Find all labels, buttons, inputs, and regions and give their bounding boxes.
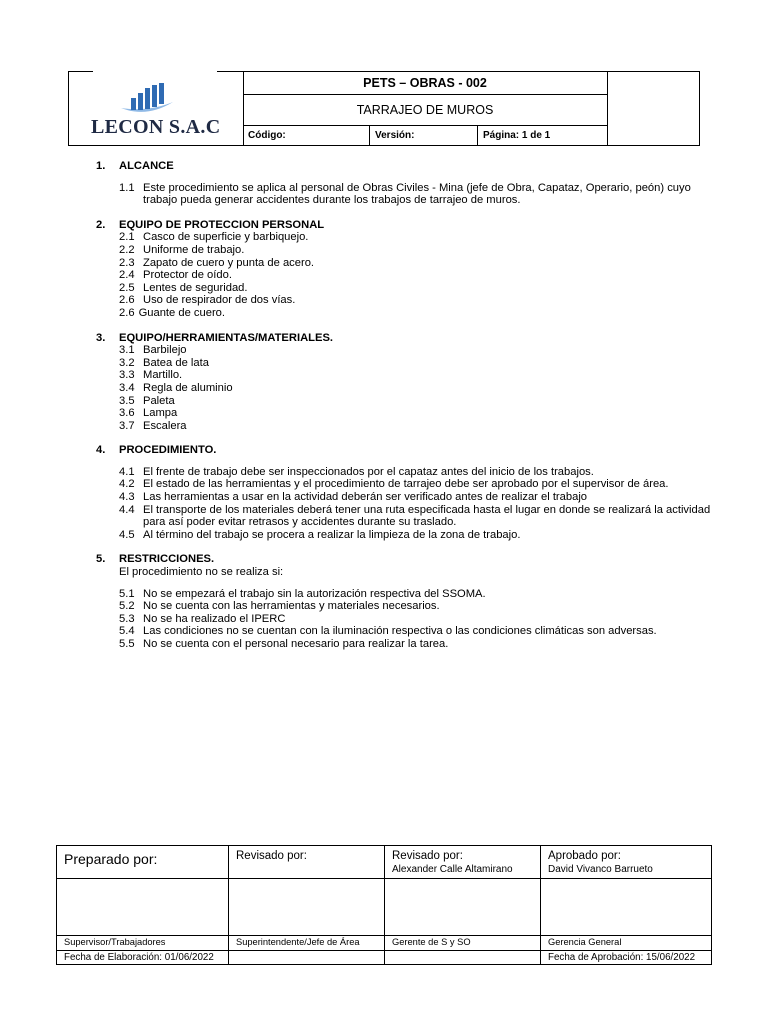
list-item: 2.5 Lentes de seguridad. xyxy=(119,281,248,294)
revisado-role: Gerente de S y SO xyxy=(392,937,471,947)
list-item: 5.5 No se cuenta con el personal necesario para realizar la tarea. xyxy=(119,638,449,650)
table-divider xyxy=(57,950,711,951)
list-item: 3.7 Escalera xyxy=(119,419,187,432)
aprobado-title: Aprobado por: xyxy=(548,850,621,862)
table-divider xyxy=(57,935,711,936)
revisado-column-1 xyxy=(229,846,385,964)
section-epp xyxy=(96,219,716,320)
document-code: PETS – OBRAS - 002 xyxy=(243,72,607,95)
section-title: 4. PROCEDIMIENTO. xyxy=(96,444,217,457)
logo-border-gap xyxy=(93,70,217,74)
pagina-label: Página: 1 de 1 xyxy=(483,130,551,141)
list-item: 3.4 Regla de aluminio xyxy=(119,381,233,394)
list-item: 4.1 El frente de trabajo debe ser inspeccionados por el capataz antes del inicio de los trabajos. xyxy=(119,465,594,478)
document-body xyxy=(96,160,716,663)
list-item: 2.6 Guante de cuero. xyxy=(119,306,226,319)
list-item: 2.3 Zapato de cuero y punta de acero. xyxy=(119,256,315,269)
list-item: 4.5 Al término del trabajo se procera a realizar la limpieza de la zona de trabajo. xyxy=(119,528,521,541)
fecha-aprobacion: Fecha de Aprobación: 15/06/2022 xyxy=(548,952,696,963)
document-title: TARRAJEO DE MUROS xyxy=(243,95,607,126)
section-equipo-herramientas xyxy=(96,332,716,433)
preparado-column xyxy=(57,846,229,964)
section-procedimiento xyxy=(96,444,716,541)
fecha-elaboracion: Fecha de Elaboración: 01/06/2022 xyxy=(64,952,214,963)
company-logo-text: LECON S.A.C xyxy=(91,116,221,138)
list-item: 2.2 Uniforme de trabajo. xyxy=(119,243,245,256)
section-restricciones xyxy=(96,553,716,650)
section-title: 5. RESTRICCIONES. xyxy=(96,553,215,566)
list-item: 2.4 Protector de oído. xyxy=(119,269,232,282)
document-header xyxy=(68,71,700,146)
preparado-role: Supervisor/Trabajadores xyxy=(64,937,166,947)
revisado-role: Superintendente/Jefe de Área xyxy=(236,937,360,947)
lecon-logo-mark-icon xyxy=(119,82,175,116)
section-title: 3. EQUIPO/HERRAMIENTAS/MATERIALES. xyxy=(96,331,334,344)
section-intro: El procedimiento no se realiza si: xyxy=(119,566,284,579)
aprobado-name: David Vivanco Barrueto xyxy=(548,864,653,875)
revisado-title: Revisado por: xyxy=(236,850,307,862)
header-center xyxy=(243,72,607,145)
list-item: 4.2 El estado de las herramientas y el procedimiento de tarrajeo debe ser aprobado por el supervisor de área. xyxy=(119,478,669,491)
list-item: 5.2 No se cuenta con las herramientas y materiales necesarios. xyxy=(119,600,440,613)
revisado-name: Alexander Calle Altamirano xyxy=(392,864,513,875)
section-alcance xyxy=(96,160,716,207)
list-item: 3.2 Batea de lata xyxy=(119,356,209,369)
aprobado-column xyxy=(541,846,711,964)
preparado-title: Preparado por: xyxy=(64,851,158,867)
list-item: 3.1 Barbilejo xyxy=(119,344,187,357)
list-item: 3.6 Lampa xyxy=(119,407,178,420)
list-item: 4.4 El transporte de los materiales deberá tener una ruta especificada hasta el lugar en donde se realizará la actividad para así poder evitar retrasos y accidentes durante su traslado. xyxy=(119,503,711,529)
list-item: 2.1 Casco de superficie y barbiquejo. xyxy=(119,231,309,244)
list-item: 5.3 No se ha realizado el IPERC xyxy=(119,612,286,625)
list-item: 3.5 Paleta xyxy=(119,394,175,407)
list-item: 2.6 Uso de respirador de dos vías. xyxy=(119,294,296,307)
header-right-blank-cell xyxy=(607,72,700,145)
section-title: 1. ALCANCE xyxy=(96,160,174,172)
list-item: 1.1 Este procedimiento se aplica al personal de Obras Civiles - Mina (jefe de Obra, Capataz, Operario, peón) cuyo trabajo pueda generar accidentes durante los trabajos de tarrajeo de muros. xyxy=(119,181,691,207)
list-item: 4.3 Las herramientas a usar en la actividad deberán ser verificado antes de realizar el trabajo xyxy=(119,491,588,504)
table-divider xyxy=(57,878,711,879)
codigo-label: Código: xyxy=(243,126,370,145)
aprobado-role: Gerencia General xyxy=(548,937,622,947)
version-label: Versión: xyxy=(370,126,478,145)
approval-table xyxy=(56,845,712,965)
list-item: 5.4 Las condiciones no se cuentan con la iluminación respectiva o las condiciones climáticas son adversas. xyxy=(119,625,657,638)
revisado-column-2 xyxy=(385,846,541,964)
list-item: 5.1 No se empezará el trabajo sin la autorización respectiva del SSOMA. xyxy=(119,587,486,600)
list-item: 3.3 Martillo. xyxy=(119,369,183,382)
logo-cell xyxy=(69,72,244,145)
document-meta-row xyxy=(243,126,607,145)
revisado-title: Revisado por: xyxy=(392,850,463,862)
section-title: 2. EQUIPO DE PROTECCION PERSONAL xyxy=(96,218,325,231)
